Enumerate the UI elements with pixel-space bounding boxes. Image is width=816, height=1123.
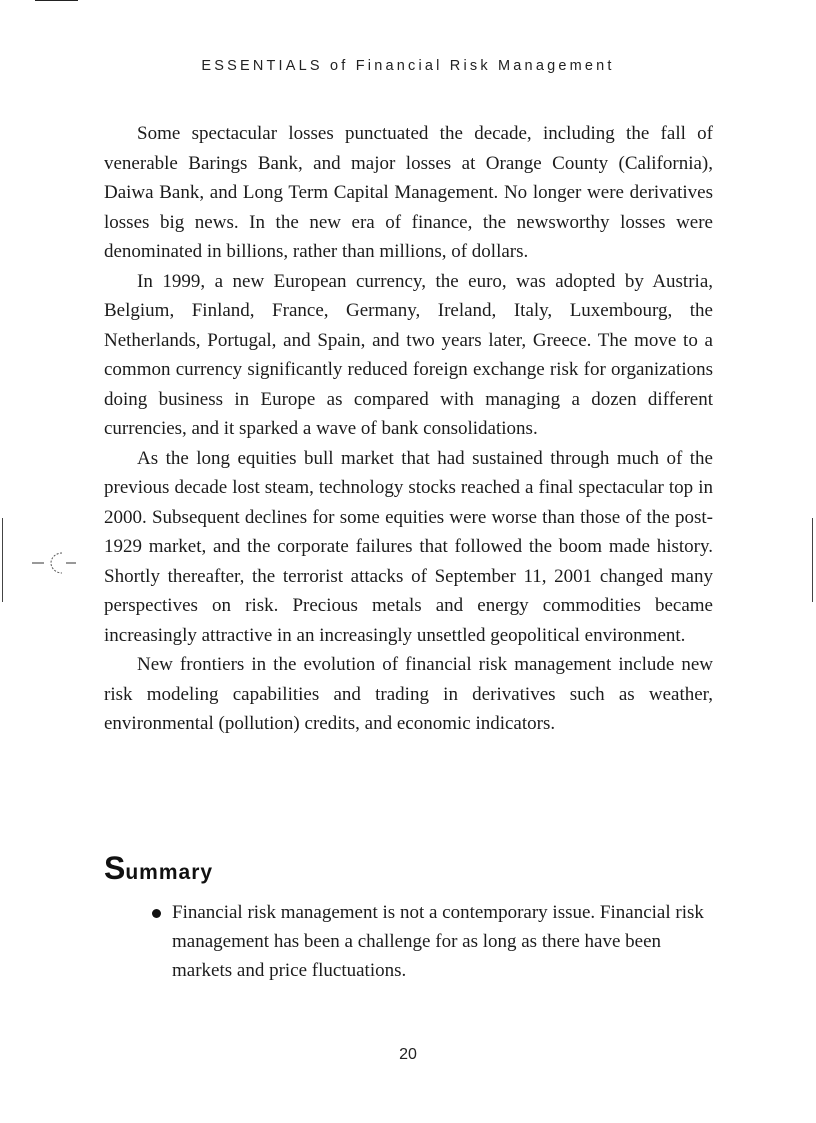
paragraph-barings: Some spectacular losses punctuated the decade, including the fall of venerable Barings Bank, and major losses at Orange County (California), Daiwa Bank, and Long Term Capital Management. No longer were derivatives losses big news. In the new era of finance, the newsworthy losses were denominated in billions, rather than millions, of dollars. (104, 123, 713, 262)
paragraph-bull-market: As the long equities bull market that had sustained through much of the previous decade lost steam, technology stocks reached a final spectacular top in 2000. Subsequent declines for some equities were worse than those of the post-1929 market, and the corporate failures that followed the boom made history. Shortly thereafter, the terrorist attacks of September 11, 2001 changed many perspectives on risk. Precious metals and energy commodities became increasingly attractive in an increasingly unsettled geopolitical environment. (104, 447, 713, 646)
edge-tick-right (812, 518, 813, 602)
running-header: ESSENTIALS of Financial Risk Management (201, 58, 615, 74)
bullet-icon (152, 909, 161, 918)
summary-bullet-item (150, 898, 715, 985)
summary-heading-initial: S (104, 850, 126, 886)
paragraph-new-frontiers: New frontiers in the evolution of financial risk management include new risk modeling capabilities and trading in derivatives such as weather, environmental (pollution) credits, and economic indicators. (104, 654, 713, 734)
registration-mark-icon (28, 545, 80, 581)
paragraph-euro: In 1999, a new European currency, the euro, was adopted by Austria, Belgium, Finland, France, Germany, Ireland, Italy, Luxembourg, the Netherlands, Portugal, and Spain, and two years later, Greece. The move to a common currency significantly reduced foreign exchange risk for organizations doing business in Europe as compared with managing a dozen different currencies, and it sparked a wave of bank consolidations. (104, 270, 713, 439)
summary-heading (104, 850, 213, 887)
summary-heading-rest: ummary (125, 861, 214, 884)
page-number: 20 (399, 1046, 417, 1063)
summary-bullet-text: Financial risk management is not a contemporary issue. Financial risk management has been a challenge for as long as there have been markets and price fluctuations. (172, 902, 704, 981)
crop-mark-top (35, 0, 78, 1)
edge-tick-left (2, 518, 3, 602)
body-text (104, 119, 713, 739)
summary-bullet-list (150, 898, 715, 985)
